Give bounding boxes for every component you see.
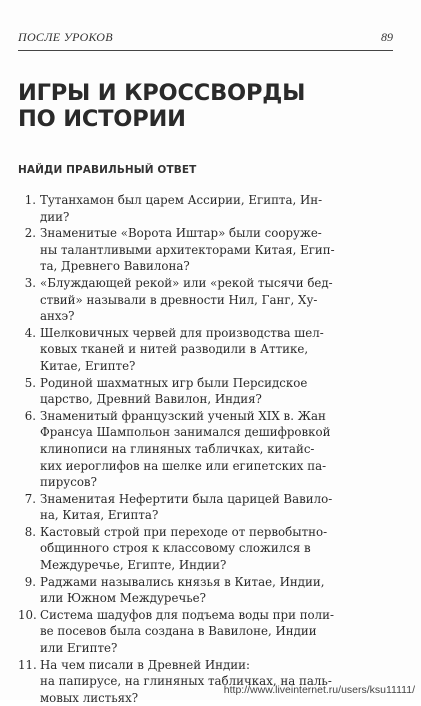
- question-list: [18, 192, 402, 706]
- question-text-line: Знаменитая Нефертити была царицей Вавило-: [40, 491, 333, 506]
- question-text-line: «Блуждающей рекой» или «рекой тысячи бед-: [40, 275, 333, 290]
- question-item: [18, 225, 402, 275]
- question-text-line: ны талантливыми архитекторами Китая, Егип-: [40, 242, 335, 257]
- page-title: [18, 80, 398, 132]
- question-text-line: мовых листьях?: [40, 690, 139, 705]
- question-text-line: ствий» называли в древности Нил, Ганг, Ху-: [40, 292, 318, 307]
- question-number: 9.: [24, 574, 36, 589]
- question-item: [18, 524, 402, 574]
- question-text-line: Китае, Египте?: [40, 358, 136, 373]
- question-number: 4.: [24, 325, 36, 340]
- section-subtitle: НАЙДИ ПРАВИЛЬНЫЙ ОТВЕТ: [18, 164, 197, 176]
- question-text-line: пирусов?: [40, 475, 97, 490]
- question-text-line: На чем писали в Древней Индии:: [40, 657, 250, 672]
- header-divider: [18, 50, 393, 51]
- question-text-line: царство, Древний Вавилон, Индия?: [40, 392, 262, 407]
- question-number: 6.: [24, 408, 36, 423]
- question-text-line: та, Древнего Вавилона?: [40, 259, 190, 274]
- question-text-line: анхэ?: [40, 309, 75, 324]
- question-text-line: или Египте?: [40, 641, 118, 656]
- question-item: [18, 192, 402, 225]
- page-number: 89: [381, 30, 393, 44]
- question-item: [18, 574, 402, 607]
- question-text-line: ве посевов была создана в Вавилоне, Индии: [40, 624, 317, 639]
- question-text-line: Раджами назывались князья в Китае, Индии,: [40, 574, 325, 589]
- question-number: 5.: [24, 375, 36, 390]
- question-text-line: Шелковичных червей для производства шел-: [40, 325, 324, 340]
- question-text-line: Знаменитый французский ученый XIX в. Жан: [40, 408, 326, 423]
- question-number: 11.: [18, 657, 37, 672]
- question-number: 7.: [24, 491, 36, 506]
- question-text-line: на папирусе, на глиняных табличках, на паль-: [40, 674, 332, 689]
- question-number: 10.: [18, 607, 37, 622]
- question-text-line: дии?: [40, 209, 70, 224]
- question-text-line: на, Китая, Египта?: [40, 508, 159, 523]
- question-item: [18, 325, 402, 375]
- question-number: 1.: [24, 193, 36, 207]
- running-header-section: ПОСЛЕ УРОКОВ: [18, 30, 113, 44]
- question-number: 3.: [24, 275, 36, 290]
- question-text-line: ковых тканей и нитей разводили в Аттике,: [40, 342, 309, 357]
- question-text-line: Родиной шахматных игр были Персидское: [40, 375, 308, 390]
- question-text-line: ких иероглифов на шелке или египетских па-: [40, 458, 327, 473]
- question-number: 2.: [24, 226, 36, 241]
- question-text-line: Система шадуфов для подъема воды при поли-: [40, 607, 335, 622]
- question-text-line: Тутанхамон был царем Ассирии, Египта, Ин-: [40, 193, 323, 207]
- question-text-line: Знаменитые «Ворота Иштар» были сооруже-: [40, 226, 322, 241]
- question-text-line: Междуречье, Египте, Индии?: [40, 558, 227, 573]
- question-item: [18, 375, 402, 408]
- running-header: [18, 30, 393, 46]
- page-title-line: ИГРЫ И КРОССВОРДЫ: [18, 80, 306, 106]
- source-watermark: http://www.liveinternet.ru/users/ksu11111/: [223, 684, 415, 696]
- question-item: [18, 491, 402, 524]
- page-title-line: ПО ИСТОРИИ: [18, 106, 186, 132]
- question-number: 8.: [24, 524, 36, 539]
- question-item: [18, 657, 402, 706]
- question-text-line: клинописи на глиняных табличках, китайс-: [40, 441, 315, 456]
- question-text-line: общинного строя к классовому сложился в: [40, 541, 311, 556]
- question-item: [18, 275, 402, 325]
- question-text-line: или Южном Междуречье?: [40, 591, 206, 606]
- question-item: [18, 408, 402, 491]
- question-item: [18, 607, 402, 657]
- question-text-line: Франсуа Шампольон занимался дешифровкой: [40, 425, 331, 440]
- question-text-line: Кастовый строй при переходе от первобытно-: [40, 524, 328, 539]
